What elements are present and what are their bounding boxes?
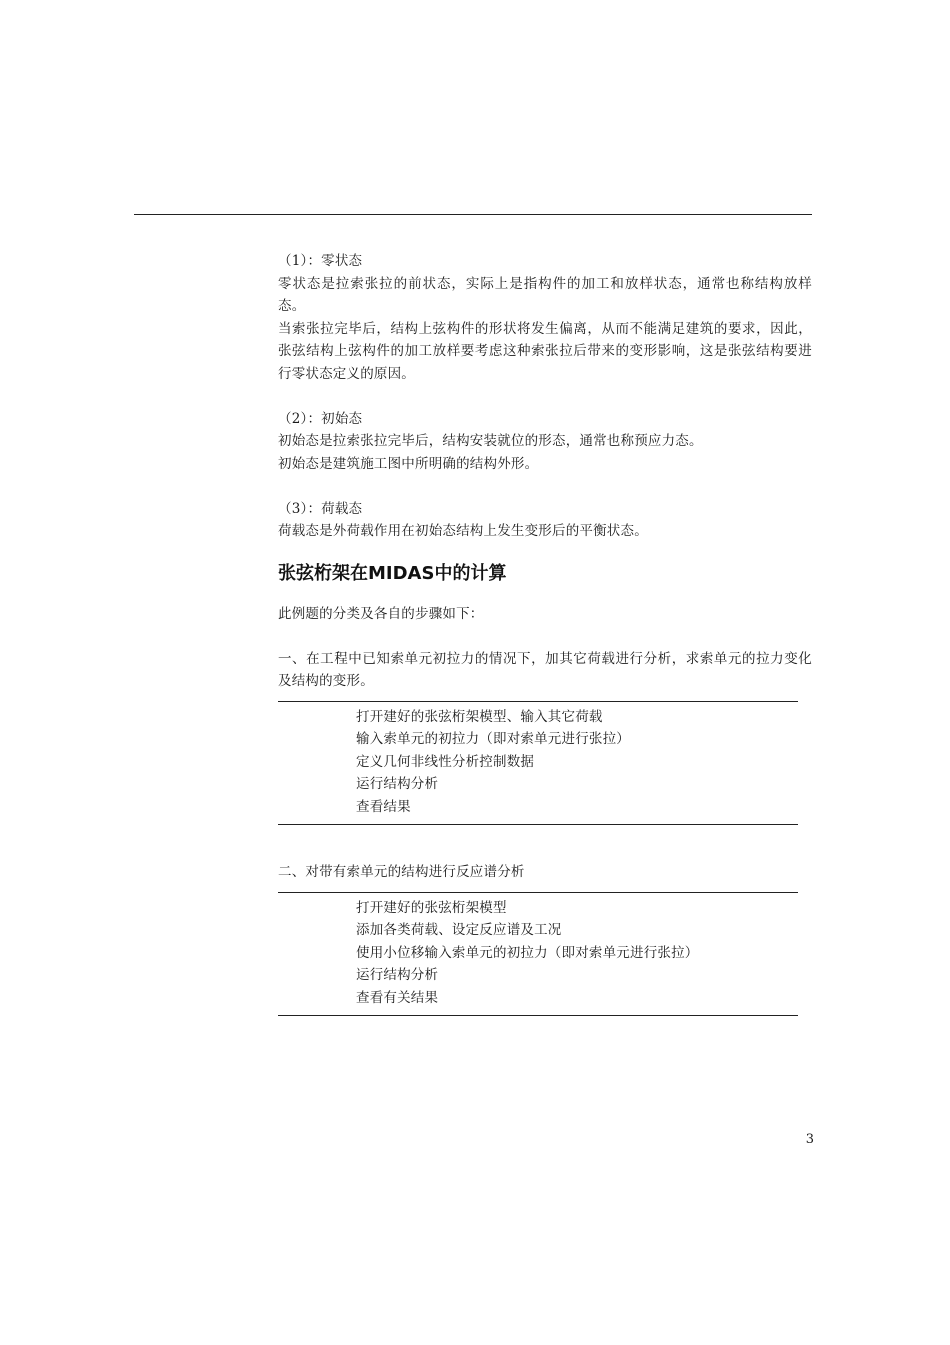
case2-step: 查看有关结果: [356, 989, 439, 1006]
case1-steps-box: [278, 701, 798, 826]
case1-step: 输入索单元的初拉力（即对索单元进行张拉）: [356, 731, 630, 747]
case1-step: 打开建好的张弦桁架模型、输入其它荷载: [356, 708, 603, 725]
spacer: [278, 625, 812, 648]
section-heading: 张弦桁架在MIDAS中的计算: [278, 562, 507, 584]
initial-state-title: （2）：初始态: [278, 410, 363, 427]
spacer: [278, 385, 812, 408]
zero-state-para1: 零状态是拉索张拉的前状态，实际上是指构件的加工和放样状态，通常也称结构放样态。: [278, 275, 812, 314]
initial-state-para1: 初始态是拉索张拉完毕后，结构安装就位的形态，通常也称预应力态。: [278, 433, 703, 449]
case2-steps-box: [278, 892, 798, 1017]
case1-step: 运行结构分析: [356, 776, 439, 792]
page-number: 3: [805, 1132, 814, 1147]
case2-step: 添加各类荷载、设定反应谱及工况: [356, 922, 562, 938]
case1-step: 查看结果: [356, 798, 411, 815]
zero-state-para2: 当索张拉完毕后，结构上弦构件的形状将发生偏离，从而不能满足建筑的要求，因此，张弦结构上弦构件的加工放样要考虑这种索张拉后带来的变形影响，这是张弦结构要进行零状态定义的原因。: [278, 320, 812, 382]
case1-step: 定义几何非线性分析控制数据: [356, 753, 535, 770]
intro-text: 此例题的分类及各自的步骤如下：: [278, 605, 484, 622]
page-content: [278, 250, 812, 1016]
zero-state-title: （1）：零状态: [278, 253, 363, 269]
case2-step: 运行结构分析: [356, 967, 439, 983]
case2-step: 打开建好的张弦桁架模型: [356, 899, 507, 916]
load-state-title: （3）：荷载态: [278, 500, 363, 517]
load-state-para1: 荷载态是外荷载作用在初始态结构上发生变形后的平衡状态。: [278, 523, 648, 539]
case2-step: 使用小位移输入索单元的初拉力（即对索单元进行张拉）: [356, 944, 699, 961]
case2-title: 二、对带有索单元的结构进行反应谱分析: [278, 864, 525, 880]
spacer: [278, 475, 812, 498]
spacer: [278, 825, 812, 861]
initial-state-para2: 初始态是建筑施工图中所明确的结构外形。: [278, 455, 539, 472]
header-rule: [134, 214, 812, 215]
case1-title: 一、在工程中已知索单元初拉力的情况下，加其它荷载进行分析，求索单元的拉力变化及结构的变形。: [278, 650, 812, 689]
